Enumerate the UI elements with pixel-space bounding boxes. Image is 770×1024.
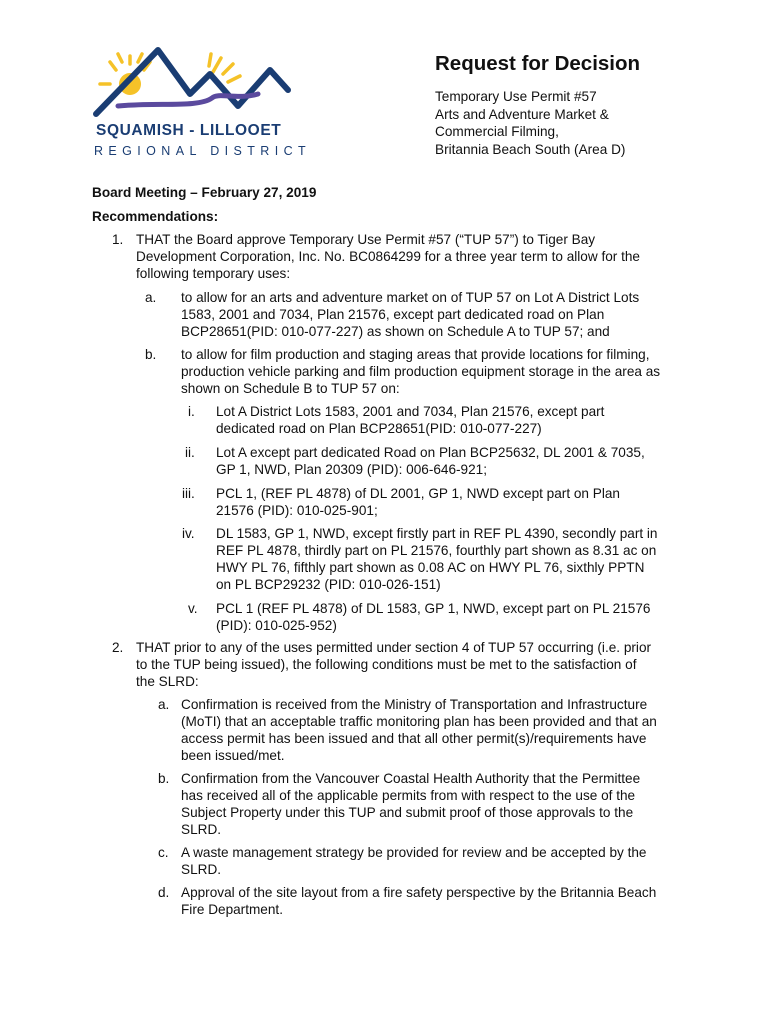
text-line: Lot A District Lots 1583, 2001 and 7034, Plan 21576, except part — [216, 404, 605, 419]
text-line: 1583, 2001 and 7034, Plan 21576, except part dedicated road on Plan — [181, 307, 605, 322]
text-line: 21576 (PID): 010-025-901; — [216, 503, 378, 518]
list-item — [216, 485, 620, 519]
text-line: PCL 1 (REF PL 4878) of DL 1583, GP 1, NWD, except part on PL 21576 — [216, 601, 651, 616]
text-line: Approval of the site layout from a fire safety perspective by the Britannia Beach — [181, 885, 657, 900]
slrd-logo — [88, 44, 312, 164]
text-line: THAT the Board approve Temporary Use Permit #57 (“TUP 57”) to Tiger Bay — [136, 232, 596, 247]
text-line: THAT prior to any of the uses permitted under section 4 of TUP 57 occurring (i.e. prior — [136, 640, 652, 655]
subtitle-line: Commercial Filming, — [435, 124, 559, 139]
text-line: dedicated road on Plan BCP28651(PID: 010-077-227) — [216, 421, 542, 436]
list-item — [181, 346, 660, 397]
text-line: shown on Schedule B to TUP 57 on: — [181, 381, 400, 396]
text-line: following temporary uses: — [136, 266, 291, 281]
text-line: the SLRD: — [136, 674, 199, 689]
logo-text-secondary: REGIONAL DISTRICT — [94, 144, 312, 158]
recommendation-2-text — [136, 639, 651, 690]
text-line: on PL BCP29232 (PID: 010-026-151) — [216, 577, 441, 592]
text-line: (PID): 010-025-952) — [216, 618, 337, 633]
list-number: 2. — [112, 640, 124, 655]
list-item — [216, 525, 658, 593]
meeting-date: Board Meeting – February 27, 2019 — [92, 185, 317, 200]
text-line: HWY PL 76, fifthly part shown as 0.08 AC on HWY PL 76, sixthly PPTN — [216, 560, 645, 575]
subtitle-line: Arts and Adventure Market & — [435, 106, 609, 122]
recommendation-1-text — [136, 231, 640, 282]
list-label: b. — [158, 771, 170, 786]
text-line: Development Corporation, Inc. No. BC0864299 for a three year term to allow for the — [136, 249, 640, 264]
text-line: REF PL 4878, thirdly part on PL 21576, fourthly part shown as 8.31 ac on — [216, 543, 657, 558]
list-label: a. — [145, 290, 157, 305]
list-item — [216, 444, 645, 478]
list-number: 1. — [112, 232, 124, 247]
list-label: c. — [158, 845, 169, 860]
text-line: BCP28651(PID: 010-077-227) as shown on Schedule A to TUP 57; and — [181, 324, 610, 339]
list-label: v. — [188, 601, 198, 616]
list-label: b. — [145, 347, 157, 362]
list-label: iv. — [182, 526, 195, 541]
subtitle-line: Britannia Beach South (Area D) — [435, 141, 626, 157]
text-line: been issued/met. — [181, 748, 285, 763]
list-item — [216, 403, 604, 437]
list-item — [216, 600, 650, 634]
text-line: (MoTI) that an acceptable traffic monitoring plan has been provided and that an — [181, 714, 657, 729]
text-line: Fire Department. — [181, 902, 283, 917]
list-item — [181, 844, 647, 878]
text-line: Lot A except part dedicated Road on Plan BCP25632, DL 2001 & 7035, — [216, 445, 645, 460]
list-label: d. — [158, 885, 170, 900]
text-line: SLRD. — [181, 822, 222, 837]
text-line: A waste management strategy be provided for review and be accepted by the — [181, 845, 647, 860]
text-line: to the TUP being issued), the following conditions must be met to the satisfaction of — [136, 657, 637, 672]
list-label: iii. — [182, 486, 195, 501]
list-label: i. — [188, 404, 195, 419]
list-item — [181, 884, 656, 918]
text-line: production vehicle parking and film production equipment storage in the area as — [181, 364, 661, 379]
list-item — [181, 770, 640, 838]
subtitle-line: Temporary Use Permit #57 — [435, 89, 597, 104]
list-item — [181, 696, 657, 764]
text-line: to allow for film production and staging areas that provide locations for filming, — [181, 347, 650, 362]
text-line: to allow for an arts and adventure market on of TUP 57 on Lot A District Lots — [181, 290, 640, 305]
subtitle — [435, 88, 625, 158]
page-title: Request for Decision — [435, 52, 641, 75]
list-label: a. — [158, 697, 170, 712]
list-item — [181, 289, 639, 340]
text-line: Confirmation is received from the Ministry of Transportation and Infrastructure — [181, 697, 648, 712]
text-line: SLRD. — [181, 862, 222, 877]
logo-mountains-graphic — [88, 44, 293, 122]
recommendations-heading: Recommendations: — [92, 209, 219, 224]
text-line: has received all of the applicable permits from with respect to the use of the — [181, 788, 636, 803]
text-line: access permit has been issued and that all other permit(s)/requirements have — [181, 731, 647, 746]
logo-text-primary: SQUAMISH - LILLOOET — [96, 122, 282, 139]
text-line: PCL 1, (REF PL 4878) of DL 2001, GP 1, NWD except part on Plan — [216, 486, 620, 501]
list-label: ii. — [185, 445, 195, 460]
text-line: DL 1583, GP 1, NWD, except firstly part in REF PL 4390, secondly part in — [216, 526, 658, 541]
text-line: Subject Property under this TUP and submit proof of those approvals to the — [181, 805, 634, 820]
text-line: Confirmation from the Vancouver Coastal Health Authority that the Permittee — [181, 771, 641, 786]
text-line: GP 1, NWD, Plan 20309 (PID): 006-646-921; — [216, 462, 488, 477]
